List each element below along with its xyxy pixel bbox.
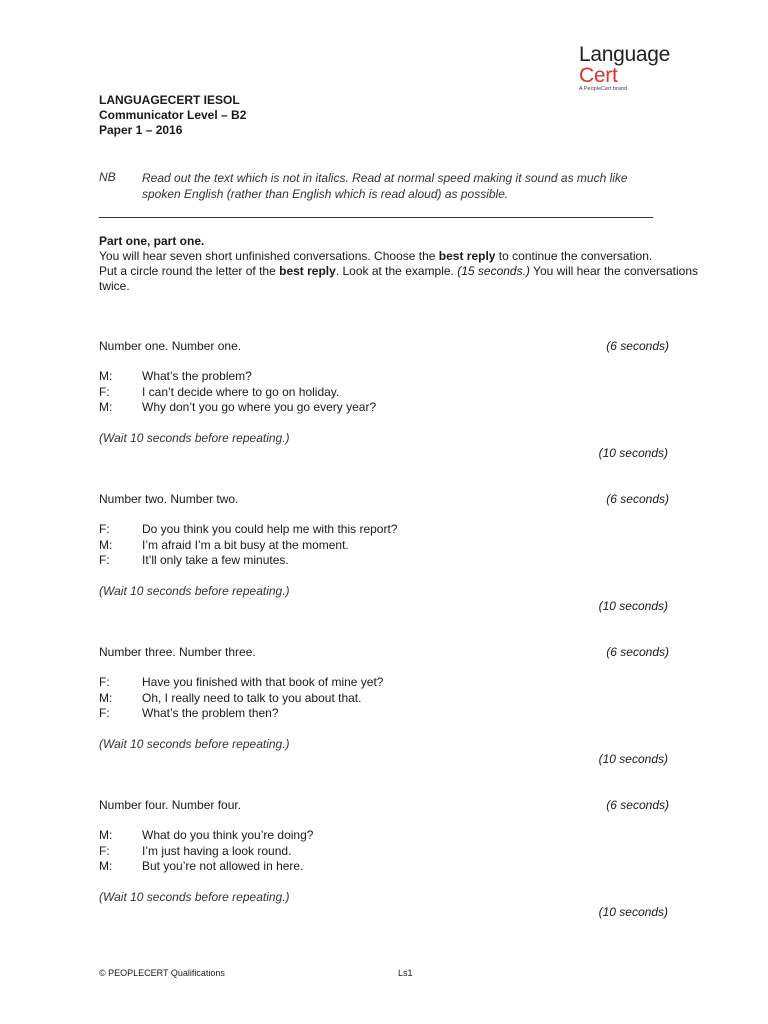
- instruction-line-1: [99, 249, 719, 264]
- dialogue-line: [99, 844, 671, 860]
- divider-rule: [99, 217, 653, 218]
- utterance: Why don’t you go where you go every year?: [142, 400, 377, 414]
- instruction-line-2: [99, 264, 719, 294]
- speaker: M:: [99, 400, 113, 414]
- section-number-four: [99, 798, 671, 920]
- section-time: (6 seconds): [606, 798, 669, 812]
- dialogue-line: [99, 859, 671, 875]
- wait-time: (10 seconds): [598, 598, 668, 613]
- speaker: M:: [99, 369, 113, 383]
- wait-instruction: (Wait 10 seconds before repeating.): [99, 430, 290, 445]
- speaker: M:: [99, 537, 113, 552]
- utterance: What’s the problem?: [142, 369, 252, 383]
- languagecert-logo: [579, 44, 674, 93]
- utterance: Oh, I really need to talk to you about that.: [142, 690, 362, 705]
- dialogue-line: [99, 828, 671, 844]
- instr1-bold: best reply: [438, 249, 496, 263]
- wait-time: (10 seconds): [598, 445, 668, 460]
- utterance: It’ll only take a few minutes.: [142, 553, 289, 567]
- instr2-italic: (15 seconds.): [457, 264, 530, 278]
- wait-instruction: (Wait 10 seconds before repeating.): [99, 889, 290, 904]
- section-time: (6 seconds): [606, 645, 669, 659]
- dialogue-line: [99, 369, 671, 385]
- logo-word-cert: Cert: [579, 64, 618, 87]
- wait-time: (10 seconds): [598, 904, 668, 919]
- utterance: I can’t decide where to go on holiday.: [142, 384, 340, 399]
- dialogue-line: [99, 553, 671, 569]
- instr1-text: You will hear seven short unfinished conversations. Choose the: [99, 249, 439, 263]
- instr2-tail: You will hear the conversations twice.: [99, 264, 699, 293]
- section-title: Number one. Number one.: [99, 339, 242, 353]
- section-title: Number four. Number four.: [99, 798, 242, 812]
- dialogue-line: [99, 385, 671, 401]
- header-paper: Paper 1 – 2016: [99, 123, 183, 137]
- speaker: F:: [99, 384, 110, 399]
- nb-instructions: Read out the text which is not in italics. Read at normal speed making it sound as much like spoken English (rather than English which is read aloud) as possible.: [142, 171, 628, 201]
- dialogue-line: [99, 400, 671, 416]
- section-title: Number two. Number two.: [99, 492, 239, 506]
- dialogue-line: [99, 706, 671, 722]
- logo-tagline: A PeopleCert brand: [579, 86, 628, 92]
- section-number-two: [99, 492, 671, 614]
- utterance: What do you think you’re doing?: [142, 828, 314, 842]
- nb-label: NB: [99, 170, 116, 184]
- footer-copyright: © PEOPLECERT Qualifications: [99, 968, 225, 978]
- document-header: [99, 93, 246, 138]
- utterance: I’m just having a look round.: [142, 843, 292, 858]
- speaker: F:: [99, 675, 110, 689]
- instr2-text: Put a circle round the letter of the: [99, 264, 280, 278]
- dialogue-line: [99, 691, 671, 707]
- instr2-bold: best reply: [279, 264, 336, 278]
- instr2-mid: . Look at the example.: [335, 264, 458, 278]
- speaker: F:: [99, 843, 110, 858]
- speaker: F:: [99, 706, 110, 720]
- logo-word-language: Language: [579, 43, 671, 66]
- dialogue-line: [99, 538, 671, 554]
- utterance: Do you think you could help me with this report?: [142, 522, 398, 536]
- dialogue-line: [99, 675, 671, 691]
- section-time: (6 seconds): [606, 492, 669, 506]
- utterance: What’s the problem then?: [142, 706, 279, 720]
- speaker: M:: [99, 690, 113, 705]
- section-title: Number three. Number three.: [99, 645, 256, 659]
- utterance: I’m afraid I’m a bit busy at the moment.: [142, 537, 349, 552]
- part-title: Part one, part one.: [99, 234, 205, 248]
- dialogue-line: [99, 522, 671, 538]
- utterance: Have you finished with that book of mine yet?: [142, 675, 384, 689]
- speaker: M:: [99, 859, 113, 873]
- header-level: Communicator Level – B2: [99, 108, 247, 122]
- part-instructions: [99, 249, 719, 294]
- speaker: F:: [99, 553, 110, 567]
- speaker: M:: [99, 828, 113, 842]
- instr1-tail: to continue the conversation.: [495, 249, 653, 263]
- utterance: But you’re not allowed in here.: [142, 859, 304, 873]
- header-exam-name: LANGUAGECERT IESOL: [99, 93, 240, 107]
- section-number-three: [99, 645, 671, 767]
- speaker: F:: [99, 522, 110, 536]
- wait-time: (10 seconds): [598, 751, 668, 766]
- section-time: (6 seconds): [606, 339, 669, 353]
- section-number-one: [99, 339, 671, 461]
- wait-instruction: (Wait 10 seconds before repeating.): [99, 736, 290, 751]
- footer-page-code: Ls1: [398, 968, 413, 978]
- wait-instruction: (Wait 10 seconds before repeating.): [99, 583, 290, 598]
